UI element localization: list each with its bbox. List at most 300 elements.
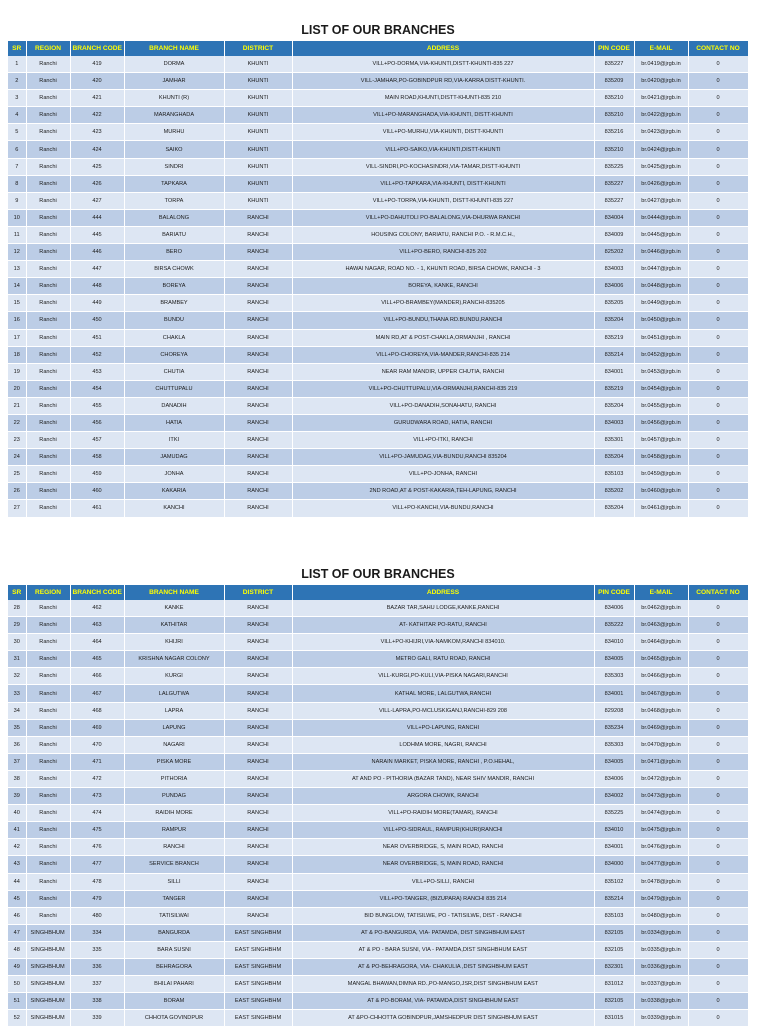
address-cell: VILL+PO-MARANGHADA,VIA-KHUNTI, DISTT-KHUNTI [292, 107, 594, 124]
address-cell: VILL-SINDRI,PO-KOCHASINDRI,VIA-TAMAR,DISTT-KHUNTI [292, 158, 594, 175]
email-cell: br.0423@jrgb.in [634, 124, 688, 141]
contact-no-cell: 0 [688, 295, 748, 312]
branch-code-cell: 424 [70, 141, 124, 158]
sr-cell: 31 [8, 651, 26, 668]
branch-name-cell: TORPA [124, 192, 224, 209]
region-cell: Ranchi [26, 805, 70, 822]
table-row [8, 839, 748, 856]
contact-no-cell: 0 [688, 278, 748, 295]
table-row [8, 124, 748, 141]
region-cell: Ranchi [26, 295, 70, 312]
region-cell: Ranchi [26, 736, 70, 753]
branch-code-cell: 447 [70, 261, 124, 278]
district-cell: RANCHI [224, 600, 292, 617]
contact-no-cell: 0 [688, 856, 748, 873]
pin-code-cell: 834005 [594, 753, 634, 770]
email-cell: br.0453@jrgb.in [634, 363, 688, 380]
branch-name-cell: LALGUTWA [124, 685, 224, 702]
email-cell: br.0337@jrgb.in [634, 976, 688, 993]
branch-name-cell: LAPRA [124, 702, 224, 719]
table-row [8, 600, 748, 617]
sr-cell: 40 [8, 805, 26, 822]
branch-name-cell: KHUNTI (R) [124, 90, 224, 107]
branch-code-cell: 446 [70, 244, 124, 261]
branch-code-cell: 450 [70, 312, 124, 329]
sr-cell: 25 [8, 466, 26, 483]
pin-code-cell: 834009 [594, 226, 634, 243]
column-header-region: REGION [26, 585, 70, 600]
contact-no-cell: 0 [688, 770, 748, 787]
region-cell: Ranchi [26, 90, 70, 107]
sr-cell: 19 [8, 363, 26, 380]
contact-no-cell: 0 [688, 822, 748, 839]
address-cell: AT- KATHITAR PO-RATU, RANCHI [292, 617, 594, 634]
district-cell: RANCHI [224, 702, 292, 719]
district-cell: EAST SINGHBHM [224, 924, 292, 941]
region-cell: Ranchi [26, 856, 70, 873]
district-cell: RANCHI [224, 634, 292, 651]
pin-code-cell: 834000 [594, 856, 634, 873]
address-cell: 2ND ROAD,AT & POST-KAKARIA,TEH-LAPUNG, RANCHI [292, 483, 594, 500]
address-cell: VILL+PO-TAPKARA,VIA-KHUNTI, DISTT-KHUNTI [292, 175, 594, 192]
address-cell: VILL+PO-SIDRAUL, RAMPUR(KHIJRI)RANCHI [292, 822, 594, 839]
district-cell: RANCHI [224, 312, 292, 329]
region-cell: SINGHBHUM [26, 924, 70, 941]
pin-code-cell: 834010 [594, 634, 634, 651]
region-cell: Ranchi [26, 432, 70, 449]
email-cell: br.0458@jrgb.in [634, 449, 688, 466]
district-cell: RANCHI [224, 483, 292, 500]
sr-cell: 18 [8, 346, 26, 363]
region-cell: Ranchi [26, 158, 70, 175]
region-cell: Ranchi [26, 617, 70, 634]
region-cell: Ranchi [26, 107, 70, 124]
branch-code-cell: 474 [70, 805, 124, 822]
branch-code-cell: 422 [70, 107, 124, 124]
address-cell: BOREYA, KANKE, RANCHI [292, 278, 594, 295]
pin-code-cell: 835205 [594, 295, 634, 312]
sr-cell: 13 [8, 261, 26, 278]
pin-code-cell: 835219 [594, 329, 634, 346]
sr-cell: 7 [8, 158, 26, 175]
address-cell: VILL+PO-DAHUTOLI PO-BALALONG,VIA-DHURWA RANCHI [292, 209, 594, 226]
region-cell: Ranchi [26, 483, 70, 500]
branch-name-cell: BERO [124, 244, 224, 261]
email-cell: br.0445@jrgb.in [634, 226, 688, 243]
district-cell: RANCHI [224, 890, 292, 907]
email-cell: br.0455@jrgb.in [634, 397, 688, 414]
address-cell: VILL-LAPRA,PO-MCLUSKIGANJ,RANCHI-829 208 [292, 702, 594, 719]
pin-code-cell: 835103 [594, 907, 634, 924]
table-row [8, 890, 748, 907]
address-cell: VILL+PO-DORMA,VIA-KHUNTI,DISTT-KHUNTI-835 227 [292, 56, 594, 73]
address-cell: AT & PO-BEHRAGORA, VIA- CHAKULIA ,DIST SINGHBHUM EAST [292, 958, 594, 975]
contact-no-cell: 0 [688, 924, 748, 941]
table-row [8, 192, 748, 209]
branch-name-cell: PISKA MORE [124, 753, 224, 770]
sr-cell: 6 [8, 141, 26, 158]
district-cell: RANCHI [224, 414, 292, 431]
region-cell: Ranchi [26, 192, 70, 209]
sr-cell: 35 [8, 719, 26, 736]
address-cell: VILL+PO-ITKI, RANCHI [292, 432, 594, 449]
pin-code-cell: 835210 [594, 90, 634, 107]
contact-no-cell: 0 [688, 719, 748, 736]
table-row [8, 380, 748, 397]
district-cell: KHUNTI [224, 175, 292, 192]
branch-code-cell: 454 [70, 380, 124, 397]
table-row [8, 770, 748, 787]
pin-code-cell: 834005 [594, 651, 634, 668]
branch-code-cell: 456 [70, 414, 124, 431]
pin-code-cell: 834006 [594, 278, 634, 295]
pin-code-cell: 835209 [594, 73, 634, 90]
branch-code-cell: 463 [70, 617, 124, 634]
branch-code-cell: 466 [70, 668, 124, 685]
pin-code-cell: 834003 [594, 414, 634, 431]
email-cell: br.0470@jrgb.in [634, 736, 688, 753]
email-cell: br.0465@jrgb.in [634, 651, 688, 668]
table-row [8, 141, 748, 158]
sr-cell: 16 [8, 312, 26, 329]
branch-code-cell: 421 [70, 90, 124, 107]
address-cell: VILL+PO-TORPA,VIA-KHUNTI, DISTT-KHUNTI-835 227 [292, 192, 594, 209]
table-row [8, 363, 748, 380]
column-header-district: DISTRICT [224, 585, 292, 600]
branch-name-cell: TATISILWAI [124, 907, 224, 924]
branch-name-cell: JAMHAR [124, 73, 224, 90]
sr-cell: 49 [8, 958, 26, 975]
region-cell: Ranchi [26, 244, 70, 261]
district-cell: RANCHI [224, 805, 292, 822]
contact-no-cell: 0 [688, 634, 748, 651]
sr-cell: 30 [8, 634, 26, 651]
branch-code-cell: 480 [70, 907, 124, 924]
region-cell: SINGHBHUM [26, 976, 70, 993]
district-cell: RANCHI [224, 719, 292, 736]
address-cell: AT & PO-BORAM, VIA- PATAMDA,DIST SINGHBHUM EAST [292, 993, 594, 1010]
district-cell: RANCHI [224, 346, 292, 363]
branch-name-cell: BRAMBEY [124, 295, 224, 312]
branch-name-cell: SAIKO [124, 141, 224, 158]
address-cell: NARAIN MARKET, PISKA MORE, RANCHI , P.O.HEHAL, [292, 753, 594, 770]
sr-cell: 44 [8, 873, 26, 890]
table-row [8, 449, 748, 466]
branch-code-cell: 339 [70, 1010, 124, 1027]
region-cell: Ranchi [26, 226, 70, 243]
table-row [8, 261, 748, 278]
address-cell: VILL+PO-KANCHI,VIA-BUNDU,RANCHI [292, 500, 594, 517]
branch-code-cell: 338 [70, 993, 124, 1010]
table-row [8, 56, 748, 73]
address-cell: VILL-KURGI,PO-KULI,VIA-PISKA NAGARI,RANCHI [292, 668, 594, 685]
contact-no-cell: 0 [688, 805, 748, 822]
contact-no-cell: 0 [688, 329, 748, 346]
sr-cell: 2 [8, 73, 26, 90]
address-cell: AT AND PO - PITHORIA (BAZAR TAND), NEAR SHIV MANDIR, RANCHI [292, 770, 594, 787]
district-cell: RANCHI [224, 770, 292, 787]
email-cell: br.0336@jrgb.in [634, 958, 688, 975]
email-cell: br.0424@jrgb.in [634, 141, 688, 158]
email-cell: br.0452@jrgb.in [634, 346, 688, 363]
pin-code-cell: 831015 [594, 1010, 634, 1027]
district-cell: RANCHI [224, 295, 292, 312]
region-cell: SINGHBHUM [26, 958, 70, 975]
branch-code-cell: 444 [70, 209, 124, 226]
address-cell: GURUDWARA ROAD, HATIA, RANCHI [292, 414, 594, 431]
email-cell: br.0462@jrgb.in [634, 600, 688, 617]
email-cell: br.0447@jrgb.in [634, 261, 688, 278]
branch-name-cell: CHAKLA [124, 329, 224, 346]
email-cell: br.0479@jrgb.in [634, 890, 688, 907]
address-cell: LODHMA MORE, NAGRI, RANCHI [292, 736, 594, 753]
email-cell: br.0449@jrgb.in [634, 295, 688, 312]
region-cell: Ranchi [26, 600, 70, 617]
contact-no-cell: 0 [688, 617, 748, 634]
table-row [8, 753, 748, 770]
sr-cell: 42 [8, 839, 26, 856]
branch-name-cell: BOREYA [124, 278, 224, 295]
pin-code-cell: 835210 [594, 141, 634, 158]
district-cell: RANCHI [224, 651, 292, 668]
branch-name-cell: KURGI [124, 668, 224, 685]
email-cell: br.0464@jrgb.in [634, 634, 688, 651]
branches-table [8, 585, 749, 1027]
address-cell: VILL+PO-BUNDU,THANA RD.BUNDU,RANCHI [292, 312, 594, 329]
email-cell: br.0426@jrgb.in [634, 175, 688, 192]
pin-code-cell: 835204 [594, 449, 634, 466]
district-cell: KHUNTI [224, 107, 292, 124]
branch-name-cell: KRISHNA NAGAR COLONY [124, 651, 224, 668]
address-cell: AT & PO-BANGURDA, VIA- PATAMDA, DIST SINGHBHUM EAST [292, 924, 594, 941]
branch-code-cell: 425 [70, 158, 124, 175]
pin-code-cell: 832105 [594, 924, 634, 941]
column-header-email: E-MAIL [634, 585, 688, 600]
branch-name-cell: SINDRI [124, 158, 224, 175]
sr-cell: 4 [8, 107, 26, 124]
pin-code-cell: 834006 [594, 770, 634, 787]
branch-name-cell: KHIJRI [124, 634, 224, 651]
address-cell: VILL+PO-DANADIH,SONAHATU, RANCHI [292, 397, 594, 414]
region-cell: Ranchi [26, 770, 70, 787]
branch-name-cell: HATIA [124, 414, 224, 431]
table-body [8, 56, 748, 517]
sr-cell: 41 [8, 822, 26, 839]
branch-code-cell: 477 [70, 856, 124, 873]
email-cell: br.0480@jrgb.in [634, 907, 688, 924]
branches-section-2 [8, 563, 748, 1027]
district-cell: RANCHI [224, 873, 292, 890]
district-cell: RANCHI [224, 822, 292, 839]
contact-no-cell: 0 [688, 890, 748, 907]
email-cell: br.0457@jrgb.in [634, 432, 688, 449]
address-cell: VILL+PO-RAIDIH MORE(TAMAR), RANCHI [292, 805, 594, 822]
district-cell: RANCHI [224, 432, 292, 449]
table-header-row [8, 585, 748, 600]
email-cell: br.0335@jrgb.in [634, 941, 688, 958]
address-cell: VILL+PO-JONHA, RANCHI [292, 466, 594, 483]
district-cell: KHUNTI [224, 141, 292, 158]
table-row [8, 295, 748, 312]
address-cell: VILL+PO-TANGER, (BIZUPARA) RANCHI 835 214 [292, 890, 594, 907]
email-cell: br.0475@jrgb.in [634, 822, 688, 839]
branch-code-cell: 473 [70, 788, 124, 805]
contact-no-cell: 0 [688, 363, 748, 380]
region-cell: Ranchi [26, 907, 70, 924]
table-row [8, 466, 748, 483]
sr-cell: 26 [8, 483, 26, 500]
branch-code-cell: 419 [70, 56, 124, 73]
contact-no-cell: 0 [688, 209, 748, 226]
address-cell: ARGORA CHOWK, RANCHI [292, 788, 594, 805]
sr-cell: 52 [8, 1010, 26, 1027]
email-cell: br.0461@jrgb.in [634, 500, 688, 517]
region-cell: Ranchi [26, 397, 70, 414]
pin-code-cell: 835204 [594, 312, 634, 329]
column-header-district: DISTRICT [224, 41, 292, 56]
region-cell: Ranchi [26, 73, 70, 90]
region-cell: Ranchi [26, 668, 70, 685]
email-cell: br.0459@jrgb.in [634, 466, 688, 483]
region-cell: Ranchi [26, 702, 70, 719]
branch-code-cell: 337 [70, 976, 124, 993]
column-header-branch-name: BRANCH NAME [124, 41, 224, 56]
contact-no-cell: 0 [688, 226, 748, 243]
table-row [8, 278, 748, 295]
table-row [8, 397, 748, 414]
district-cell: RANCHI [224, 788, 292, 805]
district-cell: RANCHI [224, 736, 292, 753]
address-cell: HOUSING COLONY, BARIATU, RANCHI P.O. - R.M.C.H., [292, 226, 594, 243]
sr-cell: 29 [8, 617, 26, 634]
pin-code-cell: 835214 [594, 890, 634, 907]
sr-cell: 28 [8, 600, 26, 617]
sr-cell: 17 [8, 329, 26, 346]
region-cell: Ranchi [26, 500, 70, 517]
branch-code-cell: 472 [70, 770, 124, 787]
region-cell: Ranchi [26, 346, 70, 363]
address-cell: VILL+PO-SILLI, RANCHI [292, 873, 594, 890]
sr-cell: 1 [8, 56, 26, 73]
branch-name-cell: BEHRAGORA [124, 958, 224, 975]
email-cell: br.0473@jrgb.in [634, 788, 688, 805]
contact-no-cell: 0 [688, 907, 748, 924]
pin-code-cell: 831012 [594, 976, 634, 993]
pin-code-cell: 835202 [594, 483, 634, 500]
address-cell: VILL+PO-KHIJRI,VIA-NAMKOM,RANCHI 834010. [292, 634, 594, 651]
district-cell: EAST SINGHBHM [224, 1010, 292, 1027]
contact-no-cell: 0 [688, 107, 748, 124]
sr-cell: 46 [8, 907, 26, 924]
address-cell: NEAR OVERBRIDGE, S, MAIN ROAD, RANCHI [292, 856, 594, 873]
column-header-address: ADDRESS [292, 585, 594, 600]
branch-name-cell: BUNDU [124, 312, 224, 329]
branch-code-cell: 478 [70, 873, 124, 890]
sr-cell: 37 [8, 753, 26, 770]
branch-code-cell: 476 [70, 839, 124, 856]
region-cell: Ranchi [26, 753, 70, 770]
column-header-contact-no: CONTACT NO [688, 585, 748, 600]
region-cell: Ranchi [26, 449, 70, 466]
column-header-address: ADDRESS [292, 41, 594, 56]
branch-code-cell: 458 [70, 449, 124, 466]
pin-code-cell: 835301 [594, 432, 634, 449]
branch-name-cell: KATHITAR [124, 617, 224, 634]
contact-no-cell: 0 [688, 175, 748, 192]
table-row [8, 175, 748, 192]
table-row [8, 685, 748, 702]
branch-name-cell: LAPUNG [124, 719, 224, 736]
pin-code-cell: 834001 [594, 685, 634, 702]
address-cell: BAZAR TAR,SAHU LODGE,KANKE,RANCHI [292, 600, 594, 617]
sr-cell: 51 [8, 993, 26, 1010]
email-cell: br.0467@jrgb.in [634, 685, 688, 702]
table-row [8, 993, 748, 1010]
email-cell: br.0471@jrgb.in [634, 753, 688, 770]
region-cell: Ranchi [26, 414, 70, 431]
branch-code-cell: 460 [70, 483, 124, 500]
pin-code-cell: 835234 [594, 719, 634, 736]
district-cell: RANCHI [224, 244, 292, 261]
sr-cell: 45 [8, 890, 26, 907]
district-cell: EAST SINGHBHM [224, 976, 292, 993]
table-row [8, 788, 748, 805]
table-header-row [8, 41, 748, 56]
email-cell: br.0466@jrgb.in [634, 668, 688, 685]
branch-code-cell: 455 [70, 397, 124, 414]
region-cell: Ranchi [26, 175, 70, 192]
region-cell: Ranchi [26, 466, 70, 483]
branch-name-cell: RANCHI [124, 839, 224, 856]
pin-code-cell: 835303 [594, 736, 634, 753]
email-cell: br.0427@jrgb.in [634, 192, 688, 209]
table-row [8, 414, 748, 431]
email-cell: br.0451@jrgb.in [634, 329, 688, 346]
pin-code-cell: 835222 [594, 617, 634, 634]
contact-no-cell: 0 [688, 261, 748, 278]
contact-no-cell: 0 [688, 651, 748, 668]
contact-no-cell: 0 [688, 1010, 748, 1027]
district-cell: RANCHI [224, 278, 292, 295]
district-cell: EAST SINGHBHM [224, 941, 292, 958]
branch-name-cell: CHHOTA GOVINDPUR [124, 1010, 224, 1027]
branch-name-cell: SERVICE BRANCH [124, 856, 224, 873]
district-cell: RANCHI [224, 685, 292, 702]
district-cell: RANCHI [224, 466, 292, 483]
branch-code-cell: 427 [70, 192, 124, 209]
sr-cell: 22 [8, 414, 26, 431]
table-row [8, 209, 748, 226]
table-row [8, 617, 748, 634]
email-cell: br.0472@jrgb.in [634, 770, 688, 787]
email-cell: br.0420@jrgb.in [634, 73, 688, 90]
pin-code-cell: 835219 [594, 380, 634, 397]
branch-code-cell: 461 [70, 500, 124, 517]
column-header-region: REGION [26, 41, 70, 56]
pin-code-cell: 835204 [594, 397, 634, 414]
branch-name-cell: KAKARIA [124, 483, 224, 500]
pin-code-cell: 835102 [594, 873, 634, 890]
table-body [8, 600, 748, 1027]
email-cell: br.0419@jrgb.in [634, 56, 688, 73]
email-cell: br.0469@jrgb.in [634, 719, 688, 736]
contact-no-cell: 0 [688, 124, 748, 141]
branch-name-cell: CHUTIA [124, 363, 224, 380]
pin-code-cell: 835216 [594, 124, 634, 141]
branch-name-cell: MARANGHADA [124, 107, 224, 124]
table-row [8, 907, 748, 924]
pin-code-cell: 835227 [594, 56, 634, 73]
